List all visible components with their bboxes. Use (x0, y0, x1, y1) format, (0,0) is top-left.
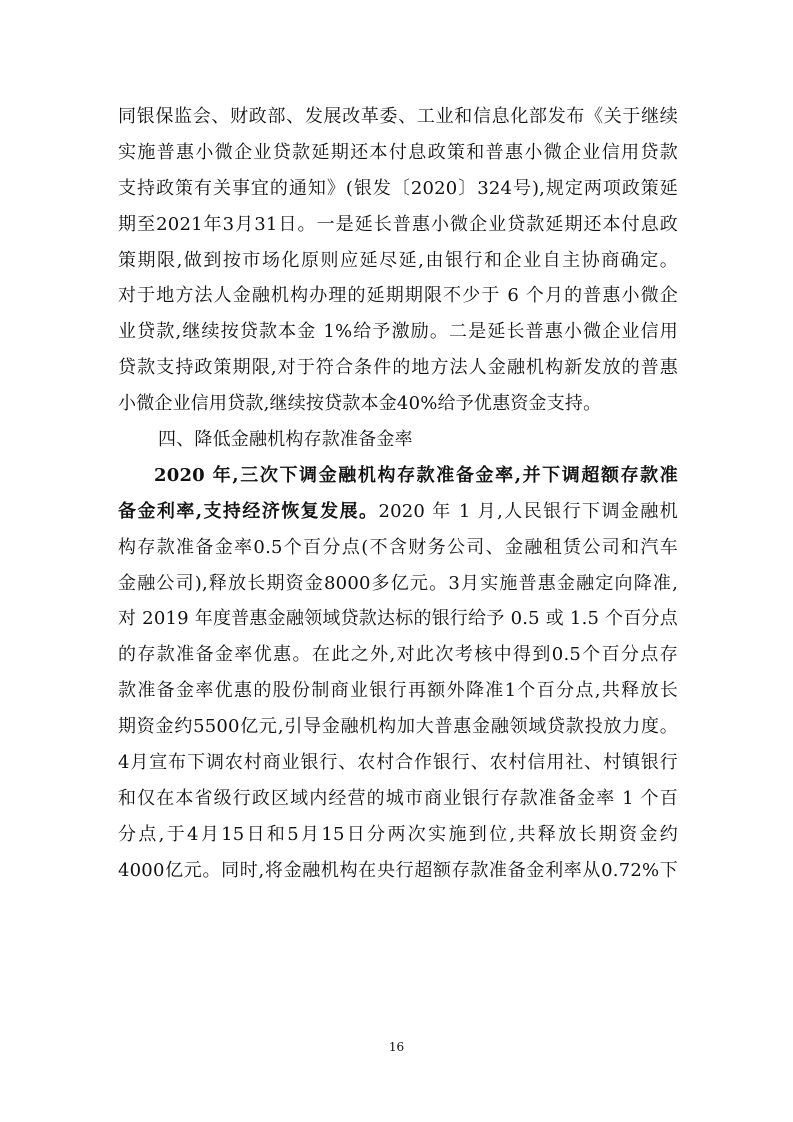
text-line: 的存款准备金率优惠。在此之外,对此次考核中得到0.5个百分点存 (118, 644, 678, 666)
text-line: 4000亿元。同时,将金融机构在央行超额存款准备金利率从0.72%下 (118, 859, 678, 881)
text-line: 贷款支持政策期限,对于符合条件的地方法人金融机构新发放的普惠 (118, 357, 678, 379)
text-line: 实施普惠小微企业贷款延期还本付息政策和普惠小微企业信用贷款 (118, 141, 678, 163)
page-number: 16 (388, 1040, 405, 1054)
text-line: 4月宣布下调农村商业银行、农村合作银行、农村信用社、村镇银行 (118, 752, 678, 774)
text-line: 分点,于4月15日和5月15日分两次实施到位,共释放长期资金约 (118, 823, 678, 845)
text-line: 期至2021年3月31日。一是延长普惠小微企业贷款延期还本付息政 (118, 213, 678, 235)
paragraph-1 (118, 99, 678, 422)
section-heading: 四、降低金融机构存款准备金率 (158, 429, 413, 451)
text-line: 期资金约5500亿元,引导金融机构加大普惠金融领域贷款投放力度。 (118, 716, 678, 738)
text-line: 同银保监会、财政部、发展改革委、工业和信息化部发布《关于继续 (118, 106, 678, 127)
paragraph-2 (118, 458, 678, 889)
text-line: 对 2019 年度普惠金融领域贷款达标的银行给予 0.5 或 1.5 个百分点 (118, 608, 678, 630)
text-line: 业贷款,继续按贷款本金 1%给予激励。二是延长普惠小微企业信用 (118, 321, 678, 343)
text-line: 小微企业信用贷款,继续按贷款本金40%给予优惠资金支持。 (118, 393, 602, 415)
text-line: 对于地方法人金融机构办理的延期期限不少于 6 个月的普惠小微企 (118, 285, 678, 307)
bold-summary-tail: 备金利率,支持经济恢复发展。 (118, 500, 379, 522)
text-line: 金融公司),释放长期资金8000多亿元。3月实施普惠金融定向降准, (118, 572, 678, 594)
text-line: 构存款准备金率0.5个百分点(不含财务公司、金融租赁公司和汽车 (118, 536, 678, 558)
bold-summary-line: 2020 年,三次下调金融机构存款准备金率,并下调超额存款准 (154, 464, 678, 486)
text-line: 策期限,做到按市场化原则应延尽延,由银行和企业自主协商确定。 (118, 249, 678, 271)
document-body (118, 99, 678, 889)
text-fragment: 2020 年 1 月,人民银行下调金融机 (378, 500, 678, 522)
text-line: 和仅在本省级行政区域内经营的城市商业银行存款准备金率 1 个百 (118, 787, 678, 809)
text-line-mixed (118, 494, 678, 530)
text-line: 款准备金率优惠的股份制商业银行再额外降准1个百分点,共释放长 (118, 680, 678, 702)
text-line: 支持政策有关事宜的通知》(银发〔2020〕324号),规定两项政策延 (118, 177, 678, 199)
